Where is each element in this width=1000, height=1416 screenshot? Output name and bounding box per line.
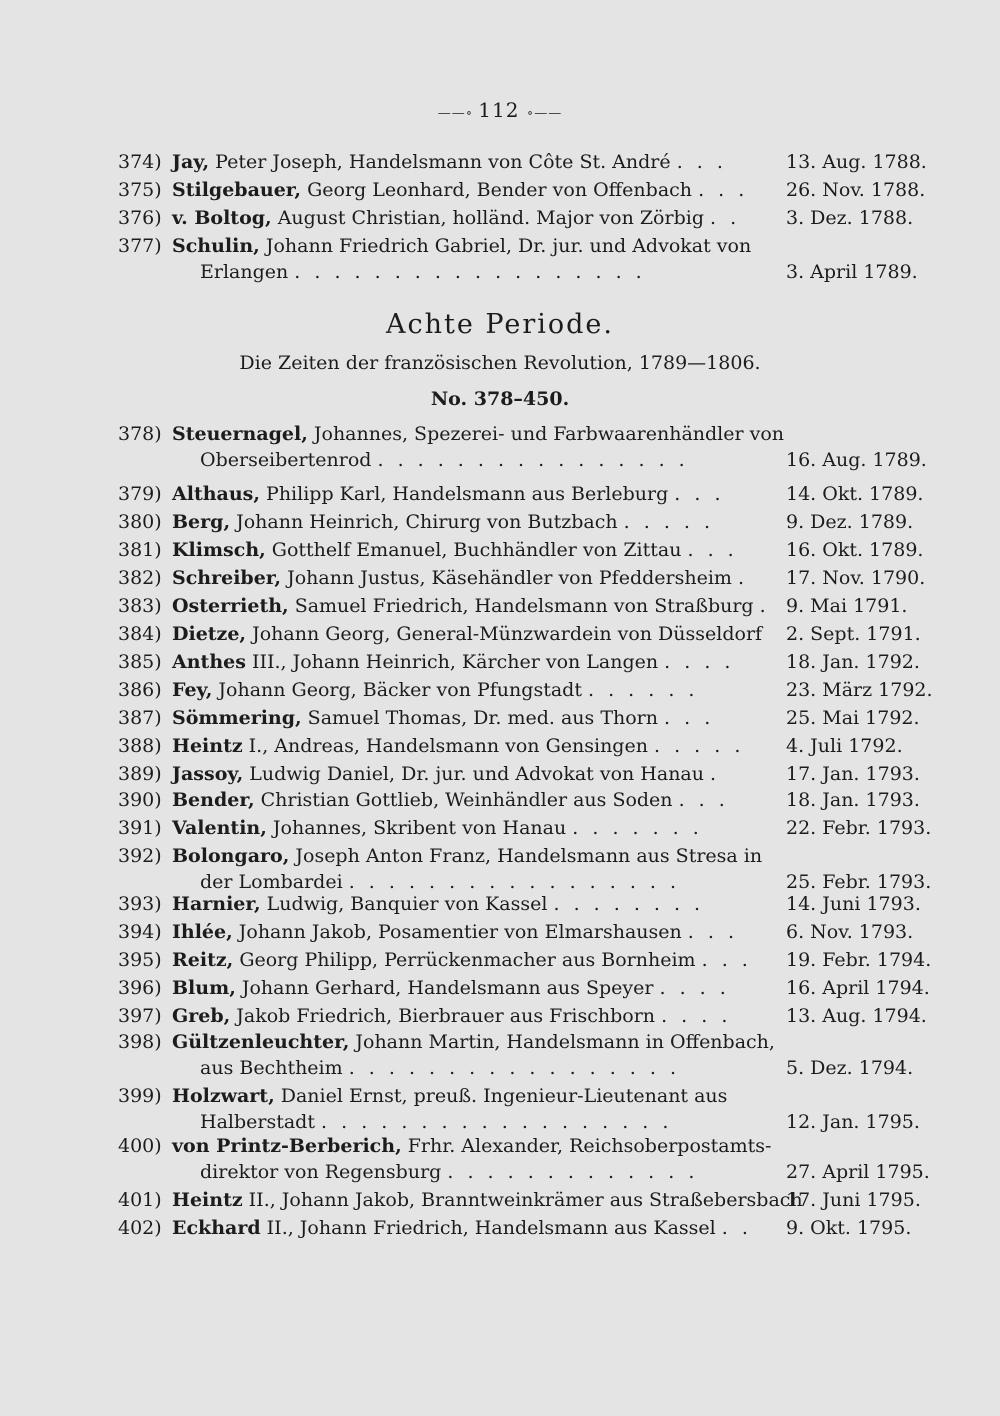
- entry-date: 4. Juli 1792.: [786, 735, 903, 757]
- entry-date: 18. Jan. 1793.: [786, 789, 920, 811]
- entry-row: [0, 536, 1000, 564]
- entry-number: 377): [118, 235, 162, 257]
- entry-number: 375): [118, 179, 162, 201]
- entry-number: 399): [118, 1085, 162, 1107]
- leader-dots: . . . . . . .: [572, 817, 703, 839]
- leader-dots: . . .: [698, 179, 749, 201]
- entry-name: Sömmering,: [172, 707, 302, 729]
- entry-date: 6. Nov. 1793.: [786, 921, 914, 943]
- entry-details: III., Johann Heinrich, Kärcher von Langen: [245, 651, 659, 673]
- entry-text: [172, 508, 714, 536]
- entry-continuation-text: aus Bechtheim: [200, 1057, 343, 1079]
- leader-dots: . . .: [674, 483, 725, 505]
- entry-continuation: [200, 1054, 680, 1082]
- leader-dots: . . .: [687, 921, 738, 943]
- entry-number: 396): [118, 977, 162, 999]
- entry-continuation-text: der Lombardei: [200, 871, 343, 893]
- entry-number: 389): [118, 763, 162, 785]
- entry-details: II., Johann Jakob, Branntweinkrämer aus Straßebersbach: [242, 1189, 803, 1211]
- entry-row: [0, 232, 1000, 260]
- entry-row-continuation: [0, 446, 1000, 474]
- entry-name: Schreiber,: [172, 567, 282, 589]
- entry-row: [0, 704, 1000, 732]
- entry-name: Blum,: [172, 977, 236, 999]
- entry-name: Dietze,: [172, 623, 247, 645]
- entry-row: [0, 732, 1000, 760]
- entry-text: [172, 1132, 771, 1160]
- entry-date: 12. Jan. 1795.: [786, 1111, 920, 1133]
- entry-number: 381): [118, 539, 162, 561]
- leader-dots: . . . . . . . . . . . . . . . . . .: [321, 1111, 673, 1133]
- entry-name: Valentin,: [172, 817, 267, 839]
- entry-details: Johann Georg, Bäcker von Pfungstadt: [212, 679, 582, 701]
- entry-row: [0, 786, 1000, 814]
- entry-date: 9. Okt. 1795.: [786, 1217, 912, 1239]
- entry-row: [0, 1186, 1000, 1214]
- entry-name: Heintz: [172, 1189, 243, 1211]
- leader-dots: . . . . . . . . . . . . . . . . . .: [294, 261, 646, 283]
- entry-name: Klimsch,: [172, 539, 266, 561]
- ornament-right-icon: ∘——: [526, 106, 563, 121]
- leader-dots: . . .: [676, 151, 727, 173]
- entry-name: Holzwart,: [172, 1085, 275, 1107]
- entry-continuation-text: Erlangen: [200, 261, 289, 283]
- entry-details: Johannes, Spezerei- und Farbwaarenhändler von: [307, 423, 785, 445]
- entry-text: [172, 592, 770, 620]
- leader-dots: . . . . . . . . . . . . . . . .: [377, 449, 689, 471]
- entry-name: Bender,: [172, 789, 255, 811]
- entry-name: Fey,: [172, 679, 213, 701]
- entry-details: I., Andreas, Handelsmann von Gensingen: [242, 735, 648, 757]
- entry-text: [172, 564, 748, 592]
- leader-dots: . .: [710, 207, 741, 229]
- entry-date: 26. Nov. 1788.: [786, 179, 926, 201]
- entry-text: [172, 974, 730, 1002]
- entry-name: Anthes: [172, 651, 246, 673]
- entry-details: Georg Leonhard, Bender von Offenbach: [301, 179, 693, 201]
- entry-text: [172, 1214, 752, 1242]
- entry-text: [172, 918, 738, 946]
- entry-date: 14. Okt. 1789.: [786, 483, 924, 505]
- entry-row: [0, 814, 1000, 842]
- entry-text: [172, 204, 740, 232]
- entry-details: Samuel Friedrich, Handelsmann von Straßburg: [288, 595, 754, 617]
- entry-details: Johann Georg, General-Münzwardein von Düsseldorf: [246, 623, 763, 645]
- entry-number: 393): [118, 893, 162, 915]
- entry-details: Philipp Karl, Handelsmann aus Berleburg: [260, 483, 669, 505]
- entry-row: [0, 420, 1000, 448]
- entry-details: Johannes, Skribent von Hanau: [266, 817, 567, 839]
- leader-dots: . . . .: [664, 651, 735, 673]
- entry-number: 402): [118, 1217, 162, 1239]
- entry-number: 387): [118, 707, 162, 729]
- entry-name: von Printz-Berberich,: [172, 1135, 402, 1157]
- entry-text: [172, 676, 698, 704]
- leader-dots: . . .: [701, 949, 752, 971]
- entry-name: Harnier,: [172, 893, 261, 915]
- entry-text: [172, 842, 762, 870]
- entry-number: 400): [118, 1135, 162, 1157]
- leader-dots: .: [737, 567, 749, 589]
- entry-text: [172, 648, 734, 676]
- entry-row: [0, 176, 1000, 204]
- entry-row: [0, 592, 1000, 620]
- entry-name: Stilgebauer,: [172, 179, 302, 201]
- entry-date: 17. Jan. 1793.: [786, 763, 920, 785]
- entry-name: Schulin,: [172, 235, 260, 257]
- entry-name: Reitz,: [172, 949, 234, 971]
- entry-number: 398): [118, 1031, 162, 1053]
- entry-name: Eckhard: [172, 1217, 261, 1239]
- entry-date: 22. Febr. 1793.: [786, 817, 932, 839]
- entry-row: [0, 480, 1000, 508]
- entry-text: [172, 814, 703, 842]
- entry-text: [172, 480, 725, 508]
- entry-details: Johann Martin, Handelsmann in Offenbach,: [349, 1031, 775, 1053]
- entry-date: 3. April 1789.: [786, 261, 918, 283]
- entry-continuation: [200, 446, 689, 474]
- entry-number: 397): [118, 1005, 162, 1027]
- entry-row: [0, 148, 1000, 176]
- entry-number: 386): [118, 679, 162, 701]
- entry-date: 13. Aug. 1794.: [786, 1005, 927, 1027]
- leader-dots: . . . . . . . . . . . . .: [447, 1161, 699, 1183]
- entry-text: [172, 1186, 803, 1214]
- entry-row: [0, 974, 1000, 1002]
- entry-details: Christian Gottlieb, Weinhändler aus Soden: [254, 789, 673, 811]
- entry-details: II., Johann Friedrich, Handelsmann aus Kassel: [260, 1217, 716, 1239]
- entry-details: Joseph Anton Franz, Handelsmann aus Stresa in: [289, 845, 763, 867]
- entry-number: 385): [118, 651, 162, 673]
- entry-date: 16. Okt. 1789.: [786, 539, 924, 561]
- entry-row: [0, 620, 1000, 648]
- entry-row: [0, 918, 1000, 946]
- entry-text: [172, 946, 752, 974]
- entry-number: 384): [118, 623, 162, 645]
- entry-row: [0, 1002, 1000, 1030]
- entry-number: 392): [118, 845, 162, 867]
- entry-details: Ludwig, Banquier von Kassel: [260, 893, 548, 915]
- entry-details: Peter Joseph, Handelsmann von Côte St. André: [209, 151, 671, 173]
- entry-text: [172, 232, 751, 260]
- entry-date: 27. April 1795.: [786, 1161, 930, 1183]
- entry-date: 18. Jan. 1792.: [786, 651, 920, 673]
- entry-details: Johann Gerhard, Handelsmann aus Speyer: [235, 977, 654, 999]
- entry-date: 5. Dez. 1794.: [786, 1057, 914, 1079]
- entry-date: 14. Juni 1793.: [786, 893, 921, 915]
- entry-row-continuation: [0, 1158, 1000, 1186]
- entry-row: [0, 648, 1000, 676]
- entry-details: August Christian, holländ. Major von Zörbig: [271, 207, 704, 229]
- entry-date: 16. April 1794.: [786, 977, 930, 999]
- entry-number: 382): [118, 567, 162, 589]
- entry-text: [172, 1082, 727, 1110]
- entry-row: [0, 946, 1000, 974]
- entry-number: 383): [118, 595, 162, 617]
- entry-number: 378): [118, 423, 162, 445]
- entry-date: 25. Febr. 1793.: [786, 871, 932, 893]
- entry-details: Johann Jakob, Posamentier von Elmarshausen: [232, 921, 682, 943]
- entry-name: Jassoy,: [172, 763, 244, 785]
- entry-date: 19. Febr. 1794.: [786, 949, 932, 971]
- entry-number: 401): [118, 1189, 162, 1211]
- entry-details: Johann Heinrich, Chirurg von Butzbach: [230, 511, 618, 533]
- leader-dots: . . . .: [659, 977, 730, 999]
- leader-dots: . . .: [687, 539, 738, 561]
- entry-text: [172, 732, 744, 760]
- entry-text: [172, 704, 714, 732]
- entry-details: Georg Philipp, Perrückenmacher aus Bornheim: [233, 949, 696, 971]
- entry-continuation: [200, 258, 646, 286]
- entry-number: 380): [118, 511, 162, 533]
- entry-continuation: [200, 1158, 698, 1186]
- entry-date: 3. Dez. 1788.: [786, 207, 914, 229]
- entry-row: [0, 1028, 1000, 1056]
- leader-dots: . . . . .: [654, 735, 745, 757]
- page-number: [0, 98, 1000, 122]
- page-number-text: 112: [478, 98, 520, 122]
- entry-date: 25. Mai 1792.: [786, 707, 920, 729]
- entry-name: Greb,: [172, 1005, 231, 1027]
- section-subtitle: Die Zeiten der französischen Revolution, 1789—1806.: [239, 352, 761, 374]
- leader-dots: . . . . . . . . . . . . . . . . .: [348, 871, 681, 893]
- entry-row: [0, 564, 1000, 592]
- entry-details: Gotthelf Emanuel, Buchhändler von Zittau: [265, 539, 682, 561]
- entry-details: Ludwig Daniel, Dr. jur. und Advokat von Hanau: [243, 763, 704, 785]
- entry-name: Gültzenleuchter,: [172, 1031, 350, 1053]
- entry-number: 376): [118, 207, 162, 229]
- entry-details: Samuel Thomas, Dr. med. aus Thorn: [301, 707, 658, 729]
- entry-text: [172, 620, 762, 648]
- leader-dots: . .: [721, 1217, 752, 1239]
- entry-row: [0, 1132, 1000, 1160]
- entry-date: 9. Dez. 1789.: [786, 511, 914, 533]
- leader-dots: .: [710, 763, 721, 785]
- entry-date: 2. Sept. 1791.: [786, 623, 921, 645]
- entry-name: Heintz: [172, 735, 243, 757]
- leader-dots: . . . . . . . .: [553, 893, 705, 915]
- leader-dots: . . . . . .: [588, 679, 699, 701]
- entry-row-continuation: [0, 258, 1000, 286]
- entry-name: Bolongaro,: [172, 845, 290, 867]
- leader-dots: . . .: [678, 789, 729, 811]
- leader-dots: . . . . .: [623, 511, 715, 533]
- entry-details: Johann Justus, Käsehändler von Pfeddersheim: [281, 567, 732, 589]
- entry-row: [0, 508, 1000, 536]
- entry-continuation-text: Halberstadt: [200, 1111, 315, 1133]
- entry-row: [0, 890, 1000, 918]
- entry-text: [172, 890, 704, 918]
- entry-continuation-text: Oberseibertenrod: [200, 449, 372, 471]
- entry-name: v. Boltog,: [172, 207, 272, 229]
- section-title: Achte Periode.: [386, 309, 614, 340]
- entry-number: 394): [118, 921, 162, 943]
- leader-dots: . . . . . . . . . . . . . . . . .: [348, 1057, 681, 1079]
- entry-number: 390): [118, 789, 162, 811]
- entry-row-continuation: [0, 1054, 1000, 1082]
- entry-text: [172, 420, 784, 448]
- entry-date: 23. März 1792.: [786, 679, 933, 701]
- entry-name: Ihlée,: [172, 921, 233, 943]
- entry-row: [0, 760, 1000, 788]
- leader-dots: .: [759, 595, 770, 617]
- entry-details: Frhr. Alexander, Reichsoberpostamts-: [401, 1135, 772, 1157]
- entry-row: [0, 842, 1000, 870]
- entry-date: 17. Nov. 1790.: [786, 567, 926, 589]
- entry-text: [172, 176, 748, 204]
- entry-details: Daniel Ernst, preuß. Ingenieur-Lieutenant aus: [274, 1085, 728, 1107]
- entry-name: Jay,: [172, 151, 210, 173]
- section-range: No. 378–450.: [430, 388, 570, 410]
- entry-text: [172, 1002, 731, 1030]
- entry-row: [0, 1082, 1000, 1110]
- entry-text: [172, 786, 729, 814]
- entry-date: 9. Mai 1791.: [786, 595, 908, 617]
- entry-name: Steuernagel,: [172, 423, 308, 445]
- entry-row: [0, 204, 1000, 232]
- entry-number: 379): [118, 483, 162, 505]
- entry-text: [172, 1028, 775, 1056]
- entry-number: 391): [118, 817, 162, 839]
- entry-date: 13. Aug. 1788.: [786, 151, 927, 173]
- leader-dots: . . .: [664, 707, 715, 729]
- entry-number: 388): [118, 735, 162, 757]
- entry-number: 374): [118, 151, 162, 173]
- entry-details: Jakob Friedrich, Bierbrauer aus Frischborn: [230, 1005, 656, 1027]
- entry-date: 17. Juni 1795.: [786, 1189, 921, 1211]
- entry-continuation-text: direktor von Regensburg: [200, 1161, 442, 1183]
- entry-name: Berg,: [172, 511, 231, 533]
- entry-text: [172, 148, 727, 176]
- ornament-left-icon: ——∘: [437, 106, 479, 121]
- entry-name: Osterrieth,: [172, 595, 289, 617]
- entry-row: [0, 1214, 1000, 1242]
- entry-name: Althaus,: [172, 483, 260, 505]
- entry-text: [172, 536, 738, 564]
- entry-date: 16. Aug. 1789.: [786, 449, 927, 471]
- entry-details: Johann Friedrich Gabriel, Dr. jur. und Advokat von: [259, 235, 752, 257]
- entry-text: [172, 760, 720, 788]
- leader-dots: . . . .: [661, 1005, 732, 1027]
- entry-row: [0, 676, 1000, 704]
- entry-number: 395): [118, 949, 162, 971]
